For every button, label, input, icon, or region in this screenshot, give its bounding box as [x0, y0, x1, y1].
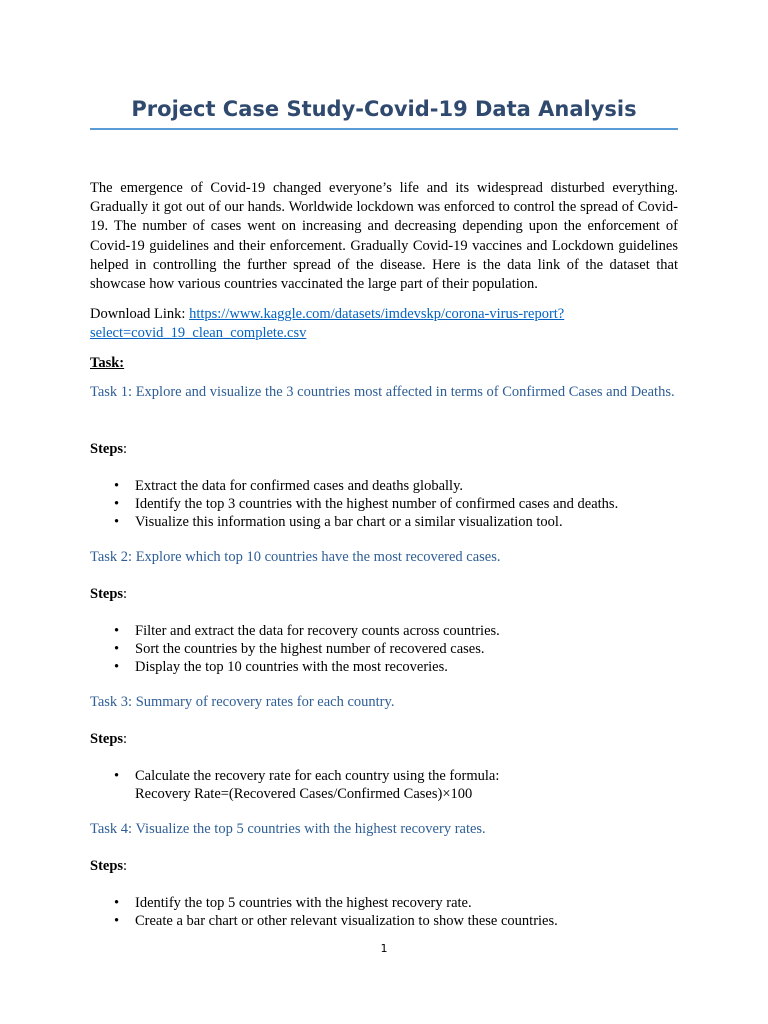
- list-item: • Calculate the recovery rate for each country using the formula: Recovery Rate=(Recovered Cases/Confirmed Cases)×100: [90, 767, 678, 803]
- download-label: Download Link:: [90, 306, 190, 322]
- intro-paragraph: The emergence of Covid-19 changed everyone’s life and its widespread disturbed everything. Gradually it got out of our hands. Worldwide lockdown was enforced to control the spread of Covid-19. The number of cases went on increasing and decreasing depending upon the enforcement of Covid-19 guidelines and their enforcement. Gradually Covid-19 vaccines and Lockdown guidelines helped in controlling the further spread of the disease. Here is the data link of the dataset that showcase how various countries vaccinated the large part of their population.: [90, 180, 678, 293]
- list-item: • Filter and extract the data for recovery counts across countries.: [90, 622, 678, 640]
- task-3-title: Task 3: Summary of recovery rates for each country.: [90, 694, 395, 710]
- task-2-steps-list: [90, 622, 678, 676]
- task-4-steps-list: [90, 894, 678, 930]
- task-3-steps-label: Steps:: [90, 731, 128, 747]
- list-item: • Create a bar chart or other relevant visualization to show these countries.: [90, 912, 678, 930]
- task-2-title: Task 2: Explore which top 10 countries have the most recovered cases.: [90, 549, 501, 565]
- task-3-steps-list: [90, 767, 678, 803]
- formula-text: Recovery Rate=(Recovered Cases/Confirmed Cases)×100: [135, 786, 473, 802]
- dataset-link-line2: select=covid_19_clean_complete.csv: [90, 325, 307, 342]
- task-heading: [90, 354, 678, 373]
- task-1-steps-list: [90, 477, 678, 531]
- list-item: • Identify the top 5 countries with the highest recovery rate.: [90, 894, 678, 912]
- task-1-title: Task 1: Explore and visualize the 3 countries most affected in terms of Confirmed Cases and Deaths.: [90, 384, 675, 400]
- task-2-steps-label: Steps:: [90, 586, 128, 602]
- download-line: [90, 305, 678, 343]
- page-number: 1: [380, 942, 388, 955]
- page-title: Project Case Study-Covid-19 Data Analysis: [131, 97, 637, 121]
- list-item: • Display the top 10 countries with the most recoveries.: [90, 658, 678, 676]
- task-4-title: Task 4: Visualize the top 5 countries with the highest recovery rates.: [90, 821, 486, 837]
- list-item: • Visualize this information using a bar chart or a similar visualization tool.: [90, 513, 678, 531]
- task-heading-text: Task:: [90, 355, 125, 371]
- list-item: • Identify the top 3 countries with the highest number of confirmed cases and deaths.: [90, 495, 678, 513]
- title-underline: [90, 128, 678, 130]
- dataset-link-line1: https://www.kaggle.com/datasets/imdevskp/corona-virus-report?: [189, 306, 565, 322]
- list-item: • Extract the data for confirmed cases and deaths globally.: [90, 477, 678, 495]
- task-4-steps-label: Steps:: [90, 858, 128, 874]
- list-item: • Sort the countries by the highest number of recovered cases.: [90, 640, 678, 658]
- task-1-steps-label: Steps:: [90, 441, 128, 457]
